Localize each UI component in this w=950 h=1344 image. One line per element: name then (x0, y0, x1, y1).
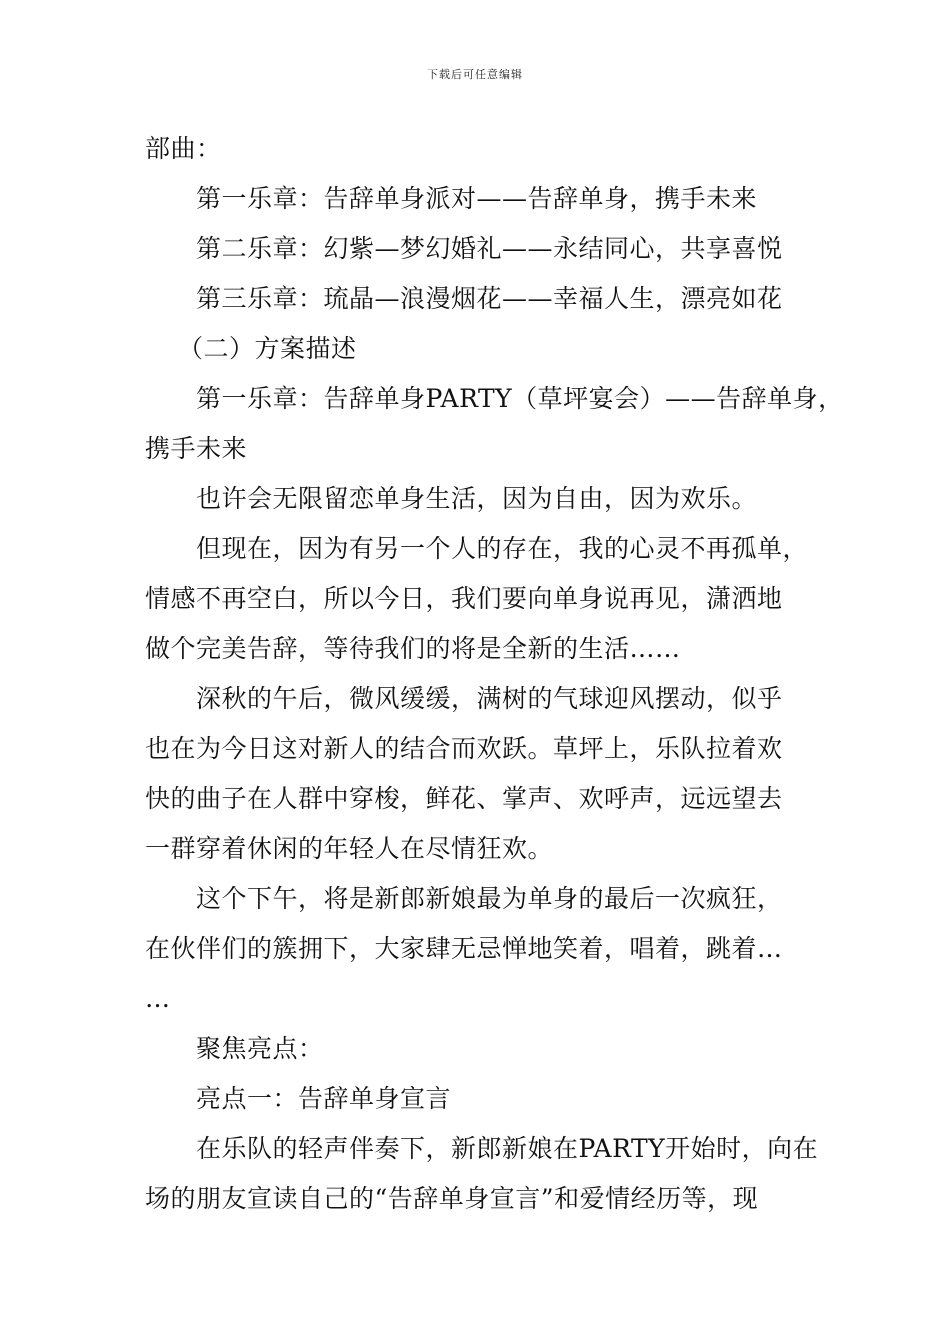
text-line: 第一乐章：告辞单身PARTY（草坪宴会）——告辞单身， (196, 384, 844, 413)
page-header: 下载后可任意编辑 (427, 68, 523, 81)
section-heading: 聚焦亮点： (196, 1034, 324, 1063)
text-line: 在伙伴们的簇拥下，大家肆无忌惮地笑着，唱着，跳着… (145, 934, 783, 963)
text-line: 第二乐章：幻紫—梦幻婚礼——永结同心，共享喜悦 (196, 234, 783, 263)
text-line: 部曲： (145, 134, 222, 163)
text-line: 情感不再空白，所以今日，我们要向单身说再见，潇洒地 (145, 584, 783, 613)
section-heading: （二）方案描述 (178, 334, 357, 363)
text-line: 这个下午，将是新郎新娘最为单身的最后一次疯狂， (196, 884, 783, 913)
text-line: … (145, 984, 171, 1013)
text-line: 亮点一：告辞单身宣言 (196, 1084, 452, 1113)
text-line: 快的曲子在人群中穿梭，鲜花、掌声、欢呼声，远远望去 (145, 784, 783, 813)
text-line: 携手未来 (145, 434, 248, 463)
text-line: 深秋的午后，微风缓缓，满树的气球迎风摆动，似乎 (196, 684, 783, 713)
text-line: 第三乐章：琉晶—浪漫烟花——幸福人生，漂亮如花 (196, 284, 783, 313)
text-line: 但现在，因为有另一个人的存在，我的心灵不再孤单， (196, 534, 809, 563)
text-line: 做个完美告辞，等待我们的将是全新的生活…… (145, 634, 681, 663)
text-line: 场的朋友宣读自己的“告辞单身宣言”和爱情经历等，现 (145, 1184, 759, 1213)
text-line: 第一乐章：告辞单身派对——告辞单身，携手未来 (196, 184, 758, 213)
text-line: 一群穿着休闲的年轻人在尽情狂欢。 (145, 834, 554, 863)
text-line: 也在为今日这对新人的结合而欢跃。草坪上，乐队拉着欢 (145, 734, 783, 763)
text-line: 也许会无限留恋单身生活，因为自由，因为欢乐。 (196, 484, 758, 513)
text-line: 在乐队的轻声伴奏下，新郎新娘在PARTY开始时，向在 (196, 1134, 819, 1163)
